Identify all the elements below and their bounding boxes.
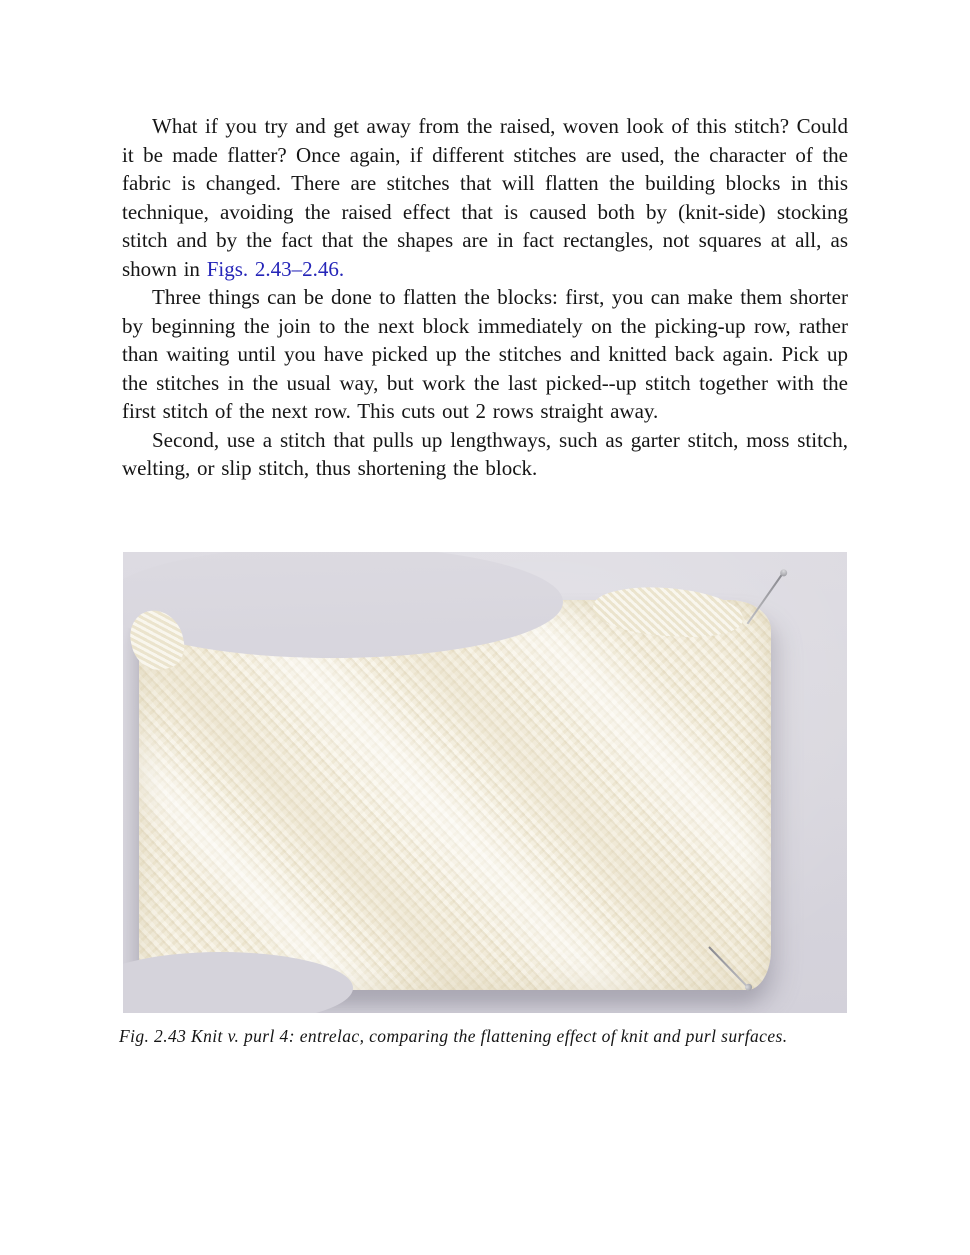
paragraph-1-text: What if you try and get away from the raised, woven look of this stitch? Could it be made flatter? Once again, if different stitches are used, the character of the fabric is changed. There are stitches that will flatten the building blocks in this technique, avoiding the raised effect that is caused both by (knit-side) stocking stitch and by the fact that the shapes are in fact rectangles, not squares at all, as shown in <box>122 114 848 281</box>
pin-head-icon <box>778 568 788 578</box>
figure-caption: Fig. 2.43 Knit v. purl 4: entrelac, comparing the flattening effect of knit and purl surfaces. <box>119 1026 788 1046</box>
body-text <box>122 112 848 483</box>
knitted-swatch <box>139 600 771 990</box>
figure-cross-reference-link[interactable]: Figs. 2.43–2.46. <box>206 256 345 281</box>
paragraph-3: Second, use a stitch that pulls up lengthways, such as garter stitch, moss stitch, welting, or slip stitch, thus shortening the block. <box>122 427 848 480</box>
paragraph-1 <box>122 112 848 283</box>
paragraph-2: Three things can be done to flatten the blocks: first, you can make them shorter by beginning the join to the next block immediately on the picking-up row, rather than waiting until you have picked up the stitches and knitted back again. Pick up the stitches in the usual way, but work the last picked--up stitch together with the first stitch of the next row. This cuts out 2 rows straight away. <box>122 285 848 423</box>
figure-photo <box>123 552 847 1013</box>
